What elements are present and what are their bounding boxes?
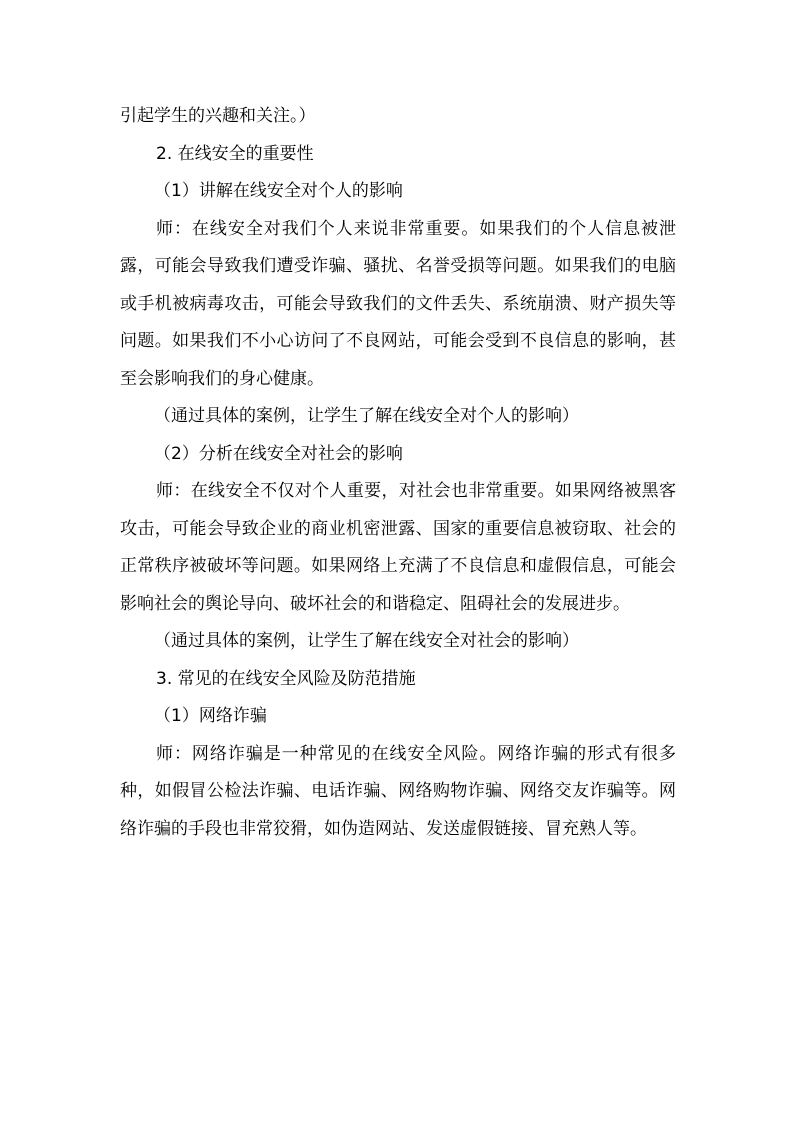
document-body: [120, 98, 676, 848]
paragraph-online-fraud: 师：网络诈骗是一种常见的在线安全风险。网络诈骗的形式有很多种，如假冒公检法诈骗、电话诈骗、网络购物诈骗、网络交友诈骗等。网络诈骗的手段也非常狡猾，如伪造网站、发送虚假链接、冒充熟人等。: [120, 743, 676, 839]
paragraph-social-impact: 师：在线安全不仅对个人重要，对社会也非常重要。如果网络被黑客攻击，可能会导致企业的商业机密泄露、国家的重要信息被窃取、社会的正常秩序被破坏等问题。如果网络上充满了不良信息和虚假信息，可能会影响社会的舆论导向、破坏社会的和谐稳定、阻碍社会的发展进步。: [120, 481, 676, 614]
subheading-online-fraud: （1）网络诈骗: [154, 706, 267, 726]
note-social-case: （通过具体的案例，让学生了解在线安全对社会的影响）: [154, 631, 579, 651]
heading-section-3: 3. 常见的在线安全风险及防范措施: [156, 668, 416, 689]
heading-section-2: 2. 在线安全的重要性: [156, 143, 314, 164]
subheading-social-impact: （2）分析在线安全对社会的影响: [154, 443, 403, 464]
paragraph-continuation: 引起学生的兴趣和关注。）: [120, 106, 316, 126]
subheading-personal-impact: （1）讲解在线安全对个人的影响: [154, 181, 403, 201]
paragraph-personal-impact: 师：在线安全对我们个人来说非常重要。如果我们的个人信息被泄露，可能会导致我们遭受诈骗、骚扰、名誉受损等问题。如果我们的电脑或手机被病毒攻击，可能会导致我们的文件丢失、系统崩溃、财产损失等问题。如果我们不小心访问了不良网站，可能会受到不良信息的影响，甚至会影响我们的身心健康。: [120, 218, 676, 389]
note-personal-case: （通过具体的案例，让学生了解在线安全对个人的影响）: [154, 406, 579, 426]
